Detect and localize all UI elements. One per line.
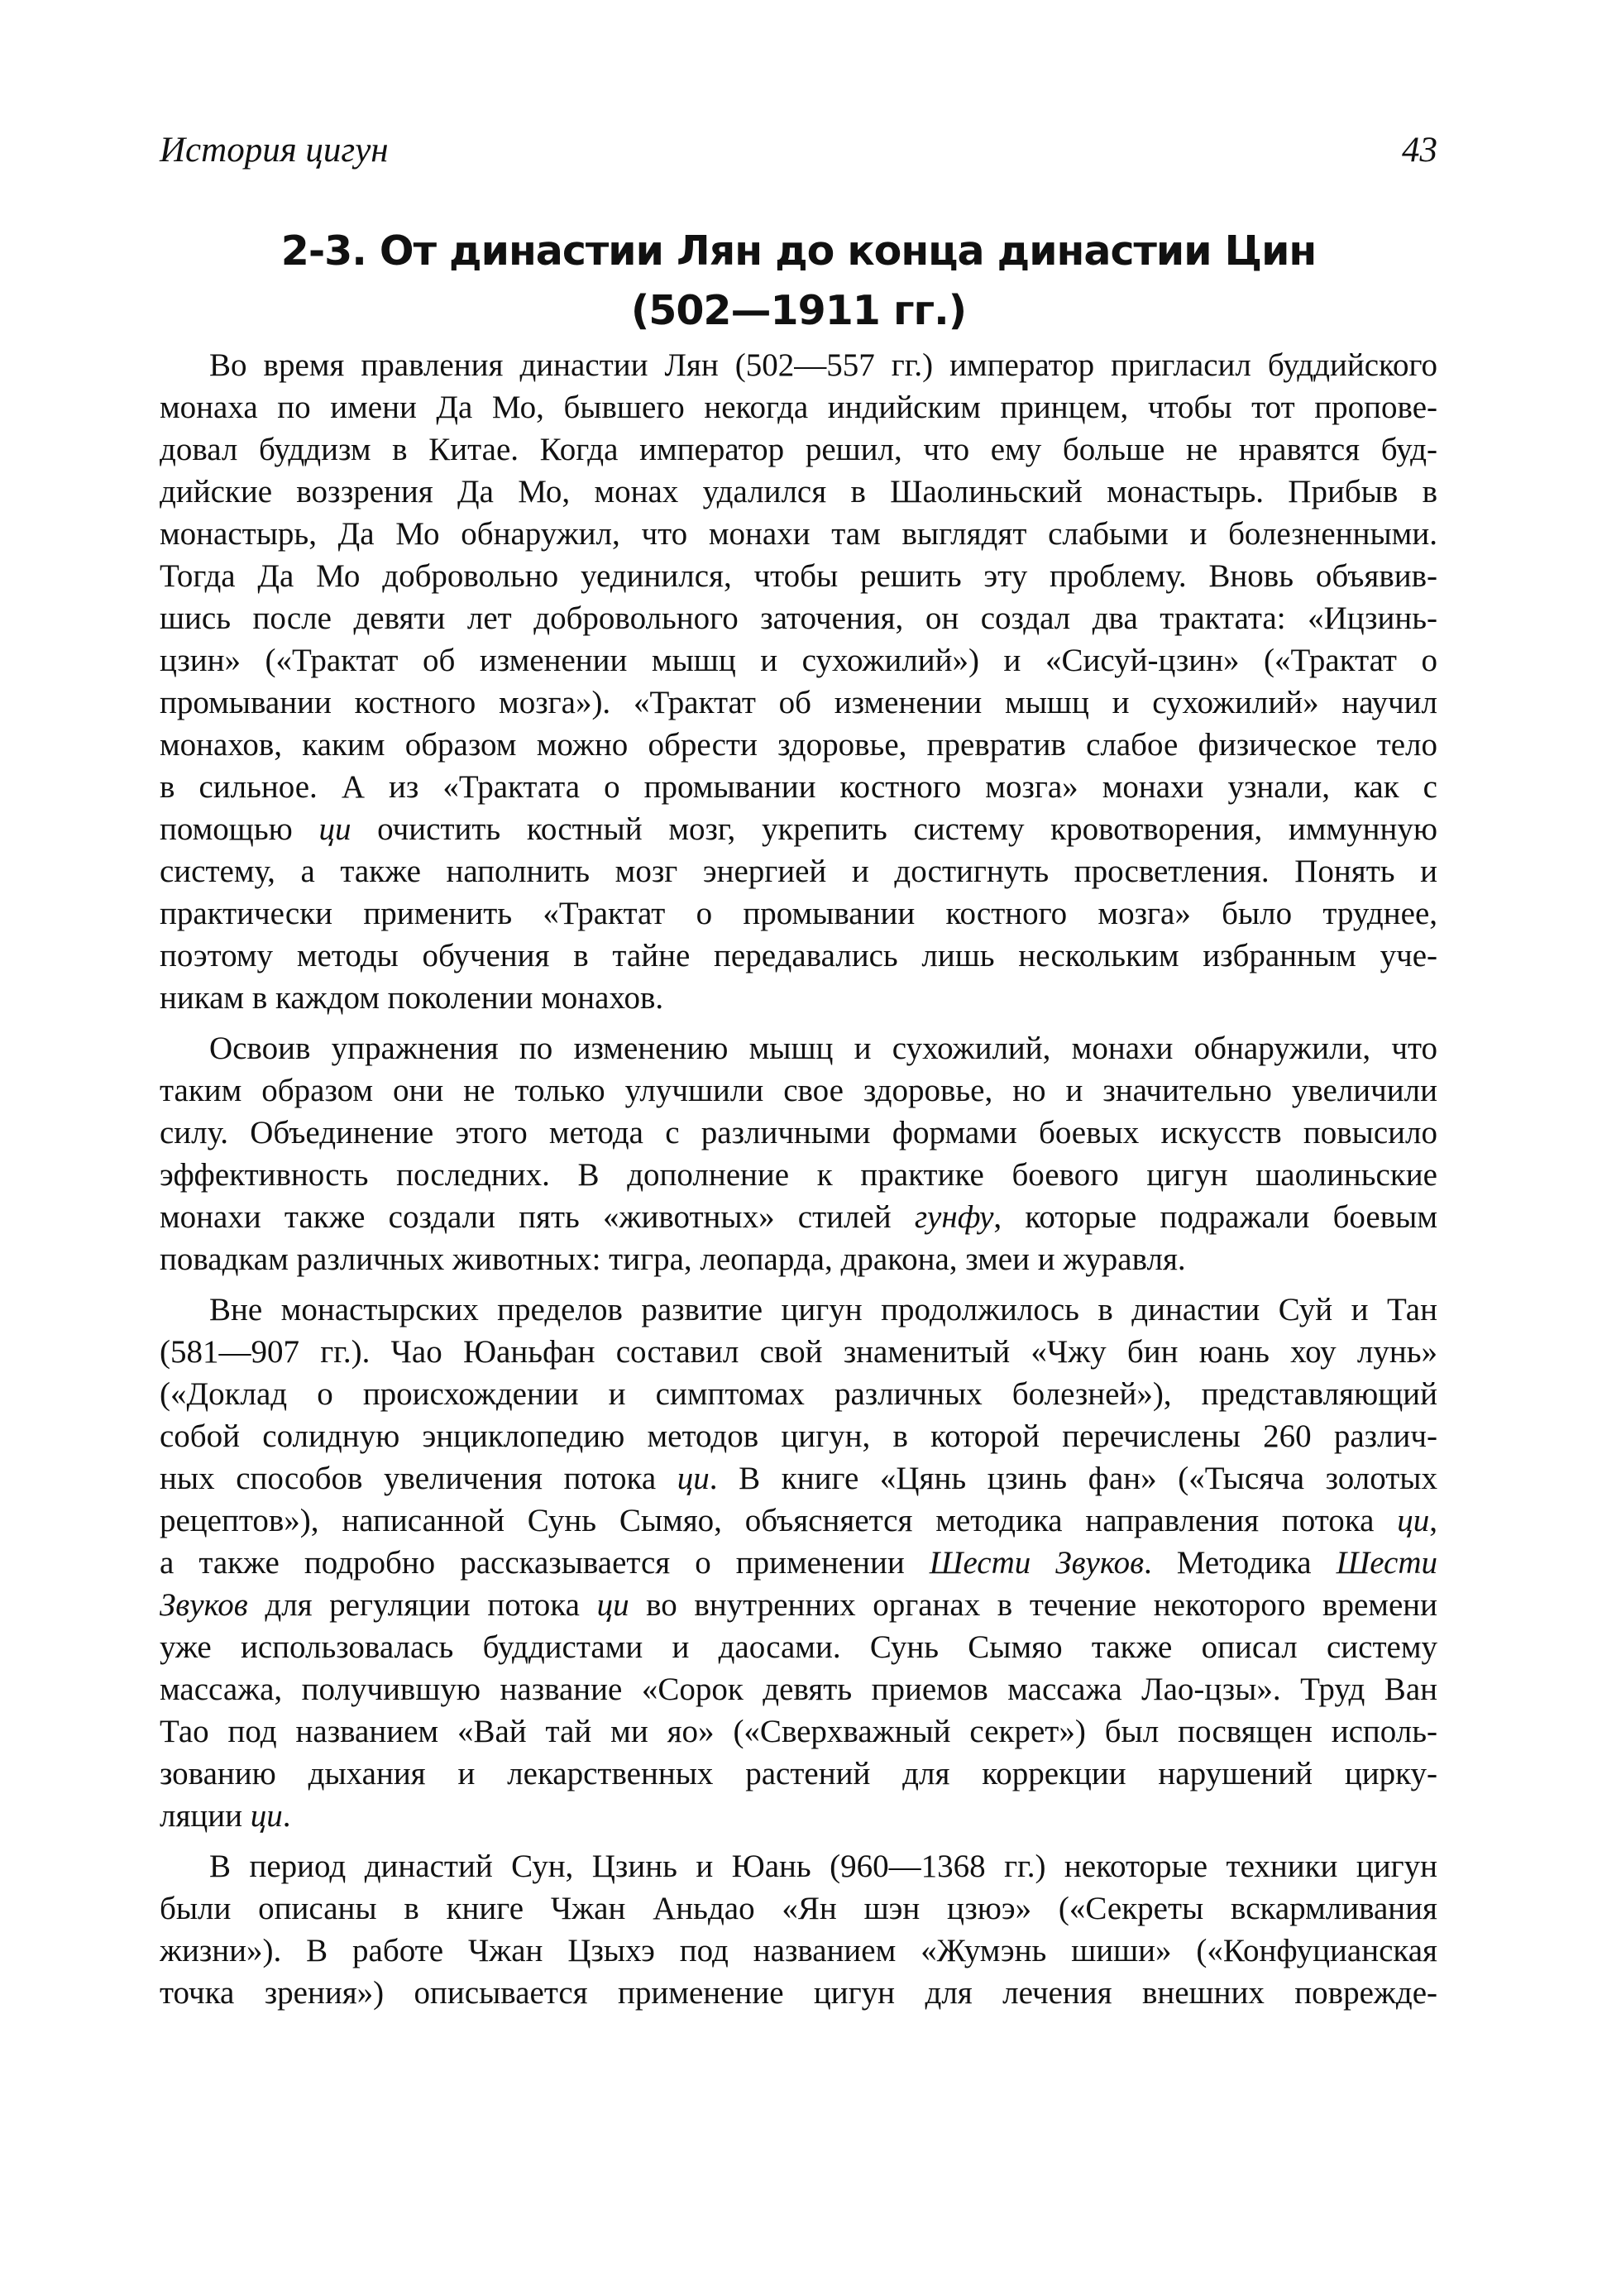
- text-line: шись после девяти лет добровольного заточения, он создал два трактата: «Ицзинь-: [160, 600, 1437, 636]
- text-run: . Методика: [1144, 1545, 1312, 1581]
- text-run: монахи также создали пять «животных» стилей: [160, 1199, 892, 1235]
- text-line: таким образом они не только улучшили свое здоровье, но и значительно увеличили: [160, 1073, 1437, 1108]
- text-line: Тао под названием «Вай тай ми яо» («Сверхважный секрет») был посвящен исполь-: [160, 1714, 1437, 1749]
- text-line: уже использовалась буддистами и даосами. Сунь Сымяо также описал систему: [160, 1629, 1437, 1665]
- text-run: . В книге «Цянь цзинь фан» («Тысяча золотых: [709, 1461, 1437, 1496]
- text-line: силу. Объединение этого метода с различными формами боевых искусств повысило: [160, 1115, 1437, 1150]
- text-line: Освоив упражнения по изменению мышц и сухожилий, монахи обнаружили, что: [209, 1031, 1437, 1066]
- text-line: монастырь, Да Мо обнаружил, что монахи там выглядят слабыми и болезненными.: [160, 516, 1437, 552]
- text-line-mixed: [160, 1196, 1437, 1238]
- text-line: в сильное. А из «Трактата о промывании костного мозга» монахи узнали, как с: [160, 769, 1437, 805]
- text-line: Во время правления династии Лян (502—557 гг.) император пригласил буддийского: [209, 347, 1437, 383]
- text-run: помощью: [160, 811, 293, 847]
- text-line: довал буддизм в Китае. Когда император решил, что ему больше не нравятся буд-: [160, 432, 1437, 467]
- text-line: В период династий Сун, Цзинь и Юань (960—1368 гг.) некоторые техники цигун: [209, 1849, 1437, 1884]
- text-run: ляции: [160, 1798, 243, 1834]
- text-line: точка зрения») описывается применение цигун для лечения внешних поврежде-: [160, 1975, 1437, 2011]
- text-line: поэтому методы обучения в тайне передавались лишь нескольким избранным уче-: [160, 938, 1437, 973]
- text-line: (581—907 гг.). Чао Юаньфан составил свой знаменитый «Чжу бин юань хоу лунь»: [160, 1334, 1437, 1370]
- italic-term: ци: [596, 1587, 629, 1623]
- text-line-mixed: [160, 1795, 1437, 1837]
- text-line: монаха по имени Да Мо, бывшего некогда индийским принцем, чтобы тот пропове-: [160, 390, 1437, 425]
- text-run: во внутренних органах в течение некоторого времени: [629, 1587, 1437, 1623]
- text-line-mixed: [160, 1500, 1437, 1542]
- text-line: повадкам различных животных: тигра, леопарда, дракона, змеи и журавля.: [160, 1241, 1186, 1277]
- text-run: очистить костный мозг, укрепить систему кровотворения, иммунную: [351, 811, 1437, 847]
- text-run: , которые подражали боевым: [993, 1199, 1437, 1235]
- text-run: ных способов увеличения потока: [160, 1461, 657, 1496]
- paragraph-2: [160, 1027, 1437, 1280]
- text-line: жизни»). В работе Чжан Цзыхэ под названием «Жумэнь шиши» («Конфуцианская: [160, 1933, 1437, 1968]
- running-header: [160, 126, 1437, 175]
- italic-term: Звуков: [160, 1587, 248, 1623]
- text-line: были описаны в книге Чжан Аньдао «Ян шэн цзюэ» («Секреты вскармливания: [160, 1891, 1437, 1926]
- italic-term: Шести Звуков: [929, 1545, 1144, 1581]
- section-title-line-1: 2-3. От династии Лян до конца династии Цин: [280, 227, 1317, 275]
- text-line: зованию дыхания и лекарственных растений для коррекции нарушений цирку-: [160, 1756, 1437, 1791]
- paragraph-1: [160, 344, 1437, 1019]
- text-line: систему, а также наполнить мозг энергией и достигнуть просветления. Понять и: [160, 854, 1437, 889]
- text-line: Вне монастырских пределов развитие цигун продолжилось в династии Суй и Тан: [209, 1292, 1437, 1327]
- text-line: промывании костного мозга»). «Трактат об изменении мышц и сухожилий» научил: [160, 685, 1437, 720]
- body-text: [160, 344, 1437, 2014]
- text-line-mixed: [160, 1542, 1437, 1584]
- italic-term: ци: [677, 1461, 710, 1496]
- text-line: никам в каждом поколении монахов.: [160, 980, 664, 1016]
- text-line: практически применить «Трактат о промывании костного мозга» было труднее,: [160, 896, 1437, 931]
- italic-term: ци: [318, 811, 351, 847]
- text-run: а также подробно рассказывается о применении: [160, 1545, 905, 1581]
- text-line: собой солидную энциклопедию методов цигун, в которой перечислены 260 различ-: [160, 1418, 1437, 1454]
- text-line: Тогда Да Мо добровольно уединился, чтобы решить эту проблему. Вновь объявив-: [160, 558, 1437, 594]
- text-run: ,: [1429, 1503, 1437, 1538]
- text-line: эффективность последних. В дополнение к практике боевого цигун шаолиньские: [160, 1157, 1437, 1193]
- text-run: рецептов»), написанной Сунь Сымяо, объясняется методика направления потока: [160, 1503, 1375, 1538]
- text-line: («Доклад о происхождении и симптомах различных болезней»), представляющий: [160, 1376, 1437, 1412]
- text-line-mixed: [160, 1457, 1437, 1500]
- italic-term: ци: [250, 1798, 283, 1834]
- page-number: 43: [1402, 131, 1437, 170]
- text-line: массажа, получившую название «Сорок девять приемов массажа Лао-цзы». Труд Ван: [160, 1672, 1437, 1707]
- text-line: монахов, каким образом можно обрести здоровье, превратив слабое физическое тело: [160, 727, 1437, 763]
- section-heading: [160, 222, 1437, 341]
- text-run: для регуляции потока: [247, 1587, 580, 1623]
- text-run: .: [282, 1798, 291, 1834]
- italic-term: Шести: [1336, 1545, 1437, 1581]
- text-line: цзин» («Трактат об изменении мышц и сухожилий») и «Сисуй-цзин» («Трактат о: [160, 643, 1437, 678]
- text-line-mixed: [160, 808, 1437, 850]
- paragraph-3: [160, 1289, 1437, 1837]
- running-title: История цигун: [160, 131, 389, 170]
- text-line-mixed: [160, 1584, 1437, 1626]
- italic-term: гунфу: [914, 1199, 994, 1235]
- section-title-line-2: (502—1911 гг.): [630, 287, 967, 334]
- paragraph-4: [160, 1845, 1437, 2014]
- text-line: дийские воззрения Да Мо, монах удалился в Шаолиньский монастырь. Прибыв в: [160, 474, 1437, 509]
- italic-term: ци: [1397, 1503, 1430, 1538]
